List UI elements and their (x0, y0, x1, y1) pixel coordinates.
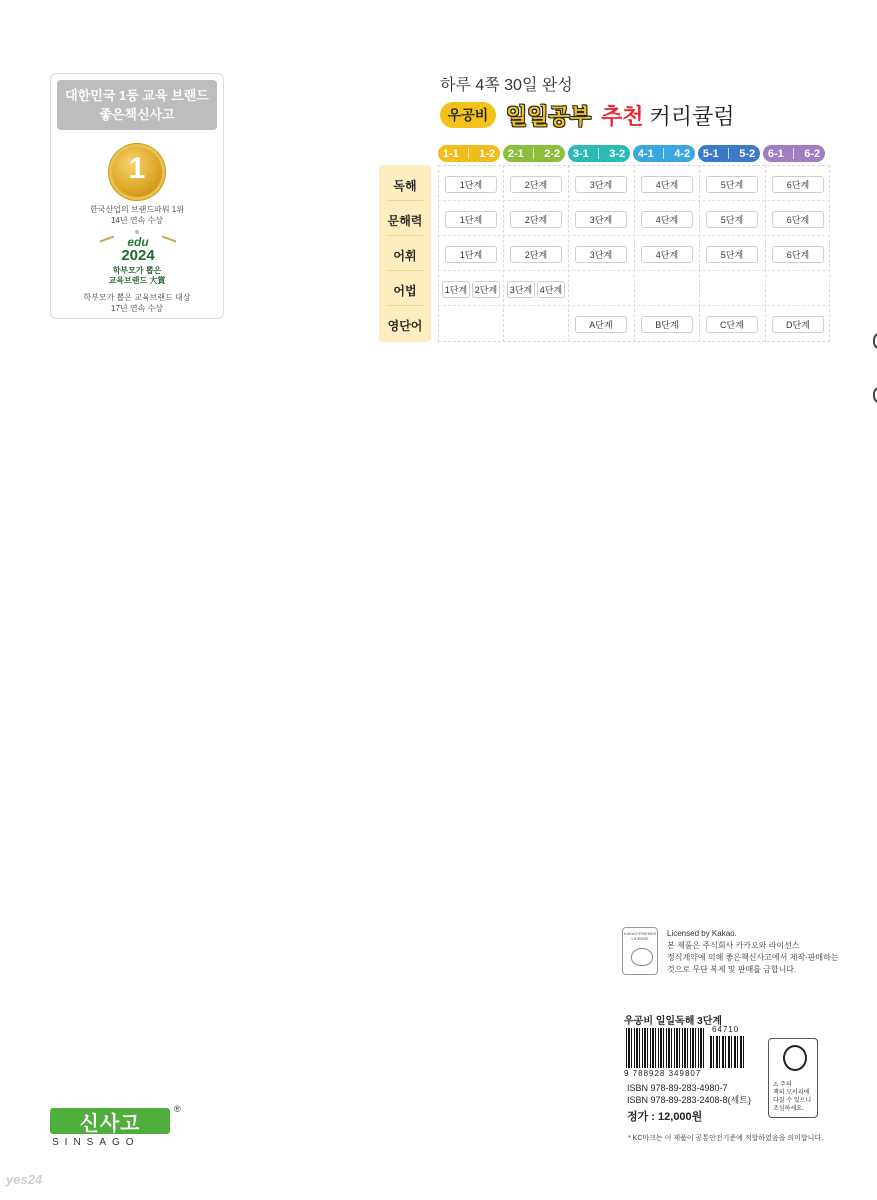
addon-barcode-icon (710, 1036, 744, 1068)
kakao-friends-license-icon: KAKAO FRIENDS LICENSE (622, 927, 658, 975)
cell-dokhae-5: 5단계 (706, 176, 758, 193)
cell-munhae-3: 3단계 (575, 211, 627, 228)
cell-munhae-1: 1단계 (445, 211, 497, 228)
brand-power-medal-icon: 1 (109, 144, 165, 200)
isbn-barcode-icon (626, 1028, 706, 1068)
kc-warning: ⚠ 주의 책의 모서리에 다칠 수 있으니 조심하세요. (773, 1082, 812, 1112)
book-title: 우공비 일일독해 3단계 (624, 1016, 723, 1027)
row-label-dokhae: 독해 (393, 179, 417, 193)
row-label-eobeop: 어법 (393, 284, 417, 298)
brand-text: 일일공부 (506, 103, 592, 129)
grade-pill-3: 3-1 3-2 (568, 145, 630, 162)
cell-youngdaneo-a: A단계 (575, 316, 627, 333)
kc-note: * KC마크는 이 제품이 공통안전기준에 적합하였음을 의미합니다. (628, 1135, 824, 1142)
cell-eohwi-6: 6단계 (772, 246, 824, 263)
cell-youngdaneo-d: D단계 (772, 316, 824, 333)
price: 정가 : 12,000원 (627, 1111, 703, 1123)
award-header (57, 80, 217, 130)
edu-award-text: 학부모가 뽑은 교육브랜드 대상 17년 연속 수상 (83, 293, 191, 313)
cell-dokhae-1: 1단계 (445, 176, 497, 193)
award-header-line2: 좋은책신사고 (99, 107, 175, 122)
page-title (440, 100, 735, 130)
cell-eobeop-2: 2단계 (472, 281, 500, 298)
cell-eohwi-4: 4단계 (641, 246, 693, 263)
cell-eohwi-5: 5단계 (706, 246, 758, 263)
cell-eobeop-3: 3단계 (507, 281, 535, 298)
wookongbi-logo: 우공비 (440, 102, 496, 128)
cell-munhae-4: 4단계 (641, 211, 693, 228)
kc-icon (783, 1045, 807, 1071)
fold-mark-icon (873, 332, 877, 350)
award-box (50, 73, 224, 319)
cell-dokhae-2: 2단계 (510, 176, 562, 193)
license-text: Licensed by Kakao. 본 제품은 주식회사 카카오와 라이선스 정식계약에 의해 좋은책신사고에서 제작·판매하는 것으로 무단 복제 및 판매를 금합니다. (667, 929, 839, 974)
yes24-watermark: yes24 (6, 1172, 43, 1187)
cell-eohwi-2: 2단계 (510, 246, 562, 263)
cell-eobeop-4: 4단계 (537, 281, 565, 298)
grade-header (438, 145, 825, 162)
cell-munhae-6: 6단계 (772, 211, 824, 228)
cell-youngdaneo-c: C단계 (706, 316, 758, 333)
barcode-addon-number: 64710 (712, 1025, 740, 1034)
cell-dokhae-3: 3단계 (575, 176, 627, 193)
grade-pill-6: 6-1 6-2 (763, 145, 825, 162)
cell-munhae-2: 2단계 (510, 211, 562, 228)
row-label-munhae: 문해력 (387, 214, 423, 228)
row-label-eohwi: 어휘 (393, 249, 417, 263)
fold-mark-icon (873, 386, 877, 404)
sinsago-logo: 신사고 SINSAGO ® (52, 1104, 181, 1148)
cell-dokhae-4: 4단계 (641, 176, 693, 193)
edu-award-sub: 학부모가 뽑은 교육브랜드 大賞 (108, 266, 166, 285)
edu-award-logo: edu 2024 (106, 236, 170, 263)
isbn-info: ISBN 978-89-283-4980-7 ISBN 978-89-283-2408-8(세트) (627, 1083, 751, 1105)
barcode-number: 9 788928 349807 (624, 1069, 702, 1078)
grade-pill-5: 5-1 5-2 (698, 145, 760, 162)
grade-pill-2: 2-1 2-2 (503, 145, 565, 162)
cell-eohwi-3: 3단계 (575, 246, 627, 263)
recommend-text: 추천 (601, 103, 644, 129)
grade-pill-4: 4-1 4-2 (633, 145, 695, 162)
row-label-youngdaneo: 영단어 (387, 319, 423, 333)
kc-mark-box (768, 1038, 818, 1118)
divider-dot (135, 230, 139, 234)
row-labels (379, 165, 431, 342)
subtitle: 하루 4쪽 30일 완성 (440, 77, 573, 94)
grade-pill-1: 1-1 1-2 (438, 145, 500, 162)
cell-munhae-5: 5단계 (706, 211, 758, 228)
cell-youngdaneo-b: B단계 (641, 316, 693, 333)
brand-power-text: 한국산업의 브랜드파워 1위 14년 연속 수상 (90, 205, 184, 225)
cell-eobeop-1: 1단계 (442, 281, 470, 298)
award-header-line1: 대한민국 1등 교육 브랜드 (65, 88, 209, 103)
cell-dokhae-6: 6단계 (772, 176, 824, 193)
cell-eohwi-1: 1단계 (445, 246, 497, 263)
curriculum-text: 커리큘럼 (649, 103, 735, 129)
